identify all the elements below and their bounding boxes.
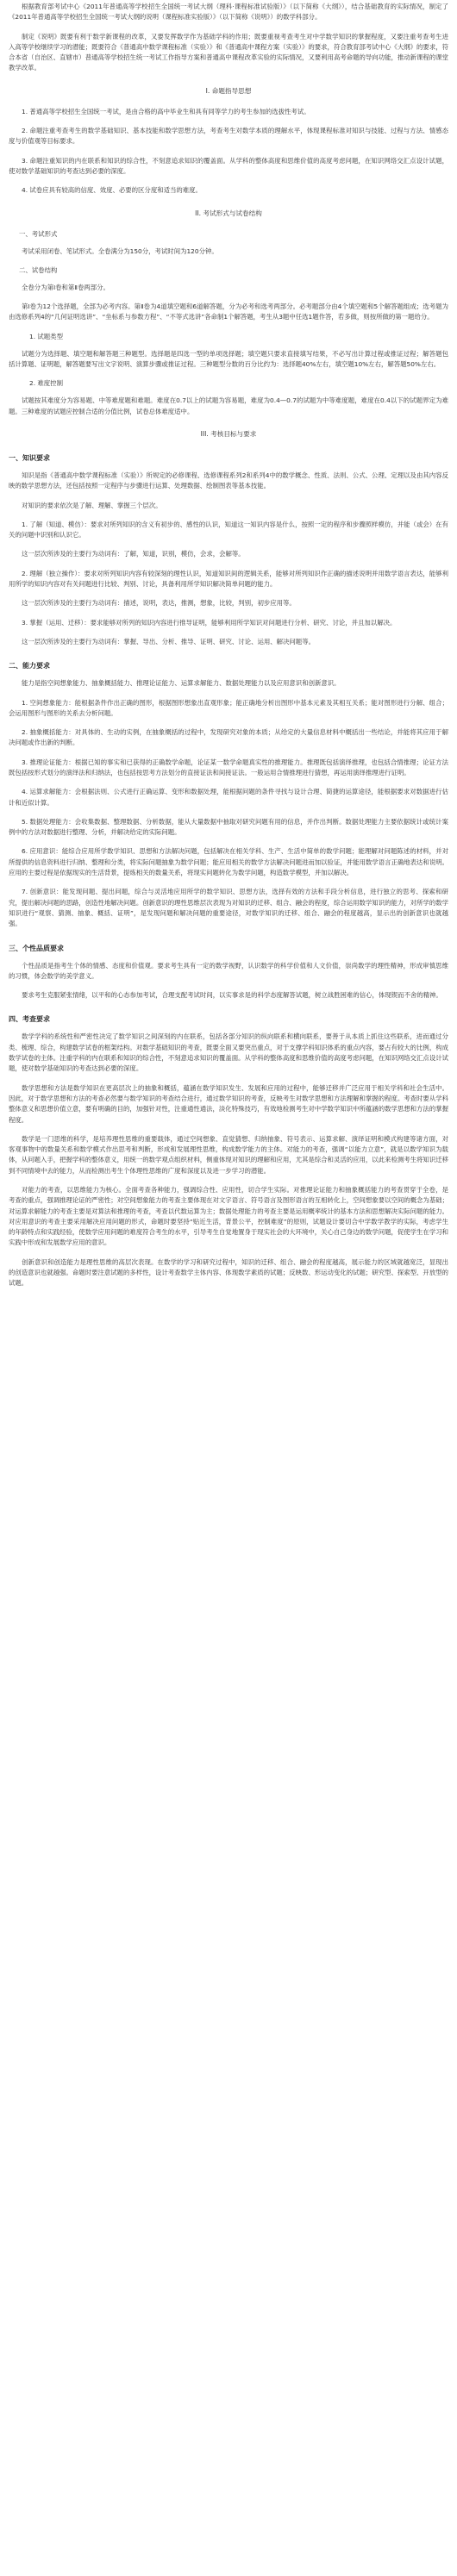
exam-form-text: 考试采用闭卷、笔试形式。全卷满分为150分，考试时间为120分钟。 [22, 246, 218, 255]
ability-computation: 4. 运算求解能力：会根据法则、公式进行正确运算、变形和数据处理，能根据问题的条件寻找与设计合理、简捷的运算途径，能根据要求对数据进行估计和近似计算。 [9, 788, 448, 807]
ability-spatial: 1. 空间想象能力：能根据条件作出正确的图形，根据图形想象出直观形象；能正确地分析出图形中基本元素及其相互关系；能对图形进行分解、组合；会运用图形与图形的关系去分析问题。 [9, 698, 448, 717]
preface-paragraph: 制定《说明》既要有利于数学新课程的改革，又要发挥数学作为基础学科的作用；既要重视考查考生对中学数学知识的掌握程度，又要注重考查考生进入高等学校继续学习的潜能；既要符合《普通高中数学课程标准（实验）》和《普通高中课程方案（实验）》的要求，符合教育部考试中心《大纲》的要求，符合本省（自治区、直辖市）普通高等学校招生统一考试工作指导方案和普通高中课程改革实验的实际情况，又要利用高考命题的导向功能，推动新课程的课堂教学改革。 [9, 32, 448, 72]
subheading-difficulty: 2. 难度控制 [29, 379, 63, 388]
assessment-text-4: 对能力的考查，以思维能力为核心。全面考查各种能力，强调综合性、应用性，切合学生实际。对推理论证能力和抽象概括能力的考查贯穿于全卷，是考查的重点，强调推理论证的严密性；对空间想象能力的考查主要体现在对文字语言、符号语言及图形语言的互相转化上，空间想象要以空间的概念为基础；对运算求解能力的考查主要是对算法和推理的考查，考查以代数运算为主；数据处理能力的考查主要是运用概率统计的基本方法和思想解决实际问题的能力。对应用意识的考查主要采用解决应用问题的形式，命题时要坚持“贴近生活，背景公平，控制难度”的原则，试题设计要切合中学数学教学的实际，考虑学生的年龄特点和实践经验，使数学应用问题的难度符合考生的水平，引导考生自觉地置身于现实社会的大环境中，关心自己身边的数学问题，促使学生在学习和实践中形成和发展数学应用的意识。 [9, 1186, 448, 1247]
guiding-item-3: 3. 命题注重知识的内在联系和知识的综合性，不刻意追求知识的覆盖面。从学科的整体高度和思维价值的高度考虑问题，在知识网络交汇点设计试题，使对数学基础知识的考查达到必要的深度。 [9, 156, 448, 175]
section-title-exam-form: II. 考试形式与试卷结构 [195, 209, 262, 217]
subheading-question-types: 1. 试题类型 [29, 332, 63, 340]
assessment-text-2: 数学思想和方法是数学知识在更高层次上的抽象和概括，蕴涵在数学知识发生、发展和应用的过程中，能够迁移并广泛应用于相关学科和社会生活中。因此，对于数学思想和方法的考查必然要与数学知识的考查结合进行，通过数学知识的考查，反映考生对数学思想和方法理解和掌握的程度。考查时要从学科整体意义和思想价值立意，要有明确的目的，加强针对性，注重通性通法，淡化特殊技巧，有效地检测考生对中学数学知识中所蕴涵的数学思想和方法的掌握程度。 [9, 1083, 448, 1124]
ability-application: 6. 应用意识：能综合应用所学数学知识、思想和方法解决问题，包括解决在相关学科、生产、生活中简单的数学问题；能理解对问题陈述的材料，并对所提供的信息资料进行归纳、整理和分类，将实际问题抽象为数学问题；能应用相关的数学方法解决问题进而加以验证，并能用数学语言正确地表达和说明。应用的主要过程是依据现实的生活背景，提炼相关的数量关系，将现实问题转化为数学问题，构造数学模型，并加以解决。 [9, 847, 448, 877]
knowledge-level-2-verbs: 这一层次所涉及的主要行为动词有：描述，说明，表达，推测，想象，比较，判别，初步应用等。 [22, 599, 296, 608]
guiding-item-2: 2. 命题注重考查考生的数学基础知识、基本技能和数学思想方法，考查考生对数学本质的理解水平，体现课程标准对知识与技能、过程与方法、情感态度与价值观等目标要求。 [9, 127, 448, 146]
subheading-exam-form: 一、考试形式 [19, 229, 58, 238]
knowledge-levels: 对知识的要求依次是了解、理解、掌握三个层次。 [22, 501, 162, 509]
knowledge-level-3-verbs: 这一层次所涉及的主要行为动词有：掌握、导出、分析、推导、证明、研究、讨论、运用、解决问题等。 [22, 637, 315, 646]
heading-personality: 三、个性品质要求 [9, 944, 64, 952]
guiding-item-4: 4. 试卷应具有较高的信度、效度、必要的区分度和适当的难度。 [22, 186, 202, 195]
heading-assessment: 四、考查要求 [9, 1015, 50, 1024]
knowledge-level-2: 2. 理解（独立操作）：要求对所列知识内容有较深刻的理性认识，知道知识间的逻辑关系，能够对所列知识作正确的描述说明并用数学语言表达，能够利用所学的知识内容对有关问题进行比较、判别、讨论，具备利用所学知识解决简单问题的能力。 [9, 569, 448, 589]
knowledge-level-1-verbs: 这一层次所涉及的主要行为动词有：了解，知道，识别，模仿，会求，会解等。 [22, 550, 245, 558]
assessment-text-3: 数学是一门思维的科学，是培养理性思维的重要载体，通过空间想象、直觉猜想、归纳抽象、符号表示、运算求解、演绎证明和模式构建等诸方面，对客观事物中的数量关系和数学模式作出思考和判断，形成和发展理性思维，构成数学能力的主体。对能力的考查，强调“以能力立意”，就是以数学知识为载体，从问题入手，把握学科的整体意义，用统一的数学观点组织材料，侧重体现对知识的理解和应用，尤其是综合和灵活的应用，以此来检测考生将知识迁移到不同情境中去的能力，从而检测出考生个体理性思维的广度和深度以及进一步学习的潜能。 [9, 1134, 448, 1175]
paper-structure-text: 第Ⅰ卷为12个选择题，全部为必考内容。第Ⅱ卷为4道填空题和6道解答题，分为必考和选考两部分。必考题部分由4个填空题和5个解答题组成；选考题为由选修系列4的“几何证明选讲”、“坐标系与参数方程”、“不等式选讲”各命制1个解答题，考生从3题中任选1题作答，若多做，则按所做的第一题给分。 [9, 303, 448, 321]
ability-data: 5. 数据处理能力：会收集数据、整理数据、分析数据，能从大量数据中抽取对研究问题有用的信息，并作出判断。数据处理能力主要依据统计或统计案例中的方法对数据进行整理、分析，并解决给定的实际问题。 [9, 817, 448, 837]
paper-structure-intro: 全卷分为第Ⅰ卷和第Ⅱ卷两部分。 [22, 283, 110, 291]
assessment-text-5: 创新意识和创造能力是理性思维的高层次表现。在数学的学习和研究过程中，知识的迁移、组合、融会的程度越高，展示能力的区域就越宽泛，显现出的创造意识也就越强。命题时要注意试题的多样性，设计考查数学主体内容、体现数学素质的试题；反映数、形运动变化的试题；研究型、探索型、开放型的试题。 [9, 1257, 448, 1288]
difficulty-text: 试题按其难度分为容易题、中等难度题和难题。难度在0.7以上的试题为容易题，难度为0.4—0.7的试题为中等难度题，难度在0.4以下的试题界定为难题。三种难度的试题应控制合适的分值比例，试卷总体难度适中。 [9, 396, 448, 415]
document-page [9, 0, 448, 1300]
ability-reasoning: 3. 推理论证能力：根据已知的事实和已获得的正确数学命题，论证某一数学命题真实性的推理能力。推理既包括演绎推理，也包括合情推理；论证方法既包括按形式划分的演绎法和归纳法，也包括按思考方法划分的直接证法和间接证法。一般运用合情推理进行猜想，再运用演绎推理进行证明。 [9, 758, 448, 777]
personality-text-2: 要求考生克服紧张情绪，以平和的心态参加考试，合理支配考试时间，以实事求是的科学态度解答试题，树立战胜困难的信心，体现锲而不舍的精神。 [22, 991, 442, 1000]
section-title-objectives: III. 考核目标与要求 [200, 429, 257, 438]
ability-intro: 能力是指空间想象能力、抽象概括能力、推理论证能力、运算求解能力、数据处理能力以及应用意识和创新意识。 [22, 679, 341, 688]
intro-paragraph: 根据教育部考试中心《2011年普通高等学校招生全国统一考试大纲（理科·课程标准试验版）》（以下简称《大纲》），结合基础教育的实际情况，制定了《2011年普通高等学校招生全国统一考试大纲的说明（课程标准实验版）》（以下简称《说明》）的数学科部分。 [9, 3, 448, 22]
assessment-text-1: 数学学科的系统性和严密性决定了数学知识之间深刻的内在联系，包括各部分知识的纵向联系和横向联系，要善于从本质上抓住这些联系，进而通过分类、梳理、综合，构建数学试卷的框架结构。对数学基础知识的考查，既要全面又要突出重点，对于支撑学科知识体系的重点内容，要占有较大的比例，构成数学试卷的主体。注重学科的内在联系和知识的综合性，不刻意追求知识的覆盖面。从学科的整体高度和思维价值的高度考虑问题，在知识网络交汇点设计试题，使对数学基础知识的考查达到必要的深度。 [9, 1032, 448, 1073]
heading-ability: 二、能力要求 [9, 662, 50, 671]
knowledge-level-3: 3. 掌握（运用、迁移）：要求能够对所列的知识内容进行推导证明，能够利用所学知识对问题进行分析、研究、讨论，并且加以解决。 [22, 618, 397, 627]
knowledge-level-1: 1. 了解（知道、模仿）：要求对所列知识的含义有初步的、感性的认识，知道这一知识内容是什么，按照一定的程序和步骤照样模仿，并能（或会）在有关的问题中识别和认识它。 [9, 520, 448, 540]
ability-abstraction: 2. 抽象概括能力：对具体的、生动的实例，在抽象概括的过程中，发现研究对象的本质；从给定的大量信息材料中概括出一些结论，并能将其应用于解决问题或作出新的判断。 [9, 728, 448, 747]
question-types-text: 试题分为选择题、填空题和解答题三种题型。选择题是四选一型的单项选择题；填空题只要求直接填写结果，不必写出计算过程或推证过程；解答题包括计算题、证明题，解答题要写出文字说明、演算步骤或推证过程。三种题型分数的百分比约为：选择题40%左右，填空题10%左右，解答题50%左右。 [9, 349, 448, 369]
section-title-guiding-ideas: I. 命题指导思想 [205, 86, 252, 95]
subheading-paper-structure: 二、试卷结构 [19, 265, 58, 274]
guiding-item-1: 1. 普通高等学校招生全国统一考试，是由合格的高中毕业生和具有同等学力的考生参加的选拔性考试。 [22, 107, 310, 115]
knowledge-intro: 知识是指《普通高中数学课程标准（实验）》所规定的必修课程、选修课程系列2和系列4中的数学概念、性质、法则、公式、公理、定理以及由其内容反映的数学思想方法，还包括按照一定程序与步骤进行运算、处理数据、绘制图表等基本技能。 [9, 471, 448, 490]
personality-text-1: 个性品质是指考生个体的情感、态度和价值观。要求考生具有一定的数学视野，认识数学的科学价值和人文价值，崇尚数学的理性精神，形成审慎思维的习惯，体会数学的美学意义。 [9, 961, 448, 980]
heading-knowledge: 一、知识要求 [9, 453, 50, 462]
ability-innovation: 7. 创新意识：能发现问题、提出问题，综合与灵活地应用所学的数学知识、思想方法，选择有效的方法和手段分析信息，进行独立的思考、探索和研究，提出解决问题的思路，创造性地解决问题。创新意识的理性思维层次表现为对知识的迁移、组合、融会的程度，综合运用数学知识的能力，对所学的数学知识进行“观察、猜测、抽象、概括、证明”，是发现问题和解决问题的重要途径，对数学知识的迁移、组合、融会的程度越高，显示出的创新意识也就越强。 [9, 888, 448, 928]
